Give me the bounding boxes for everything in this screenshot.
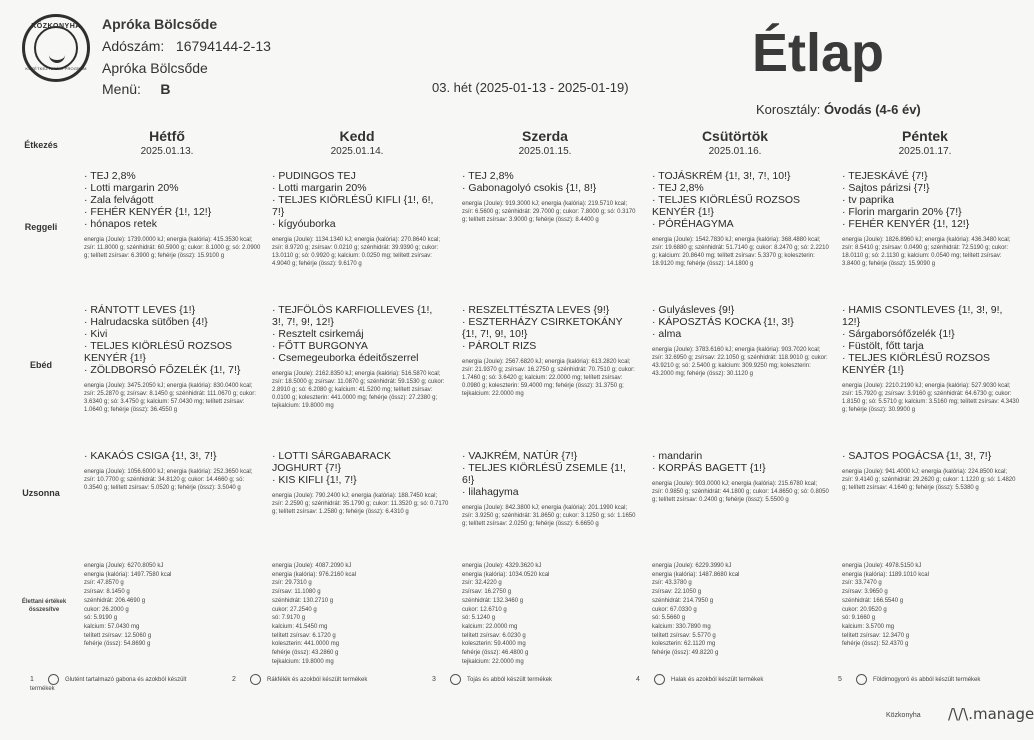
summary-line: szénhidrát: 130.2710 g [272, 597, 334, 604]
meal-item: · RESZELTTÉSZTA LEVES {9!} [462, 304, 610, 316]
allergen-legend-item [636, 674, 806, 685]
day-name-thu: Csütörtök [701, 128, 769, 144]
nutrition-info: energia (Joule): 2210.2190 kJ; energia (kalória): 527.9030 kcal; zsír: 15.7920 g; zsírsav: 3.9160 g; szénhidrát: 64.6730 g; cukor: 1.8150 g; só: 5.5710 g; kalcium: 3.5160 mg; telített zsírsav: 4.3430 g; fehérje (össz): 30.9900 g [842, 383, 1020, 413]
age-value: Óvodás (4-6 év) [823, 102, 921, 117]
summary-line: energia (kalória): 1034.0520 kcal [462, 571, 550, 578]
meal-item: · LOTTI SÁRGABARACK [272, 450, 392, 462]
menu-cell [462, 170, 640, 224]
meal-item: · Zala felvágott [84, 194, 154, 206]
nutrition-info: energia (Joule): 1056.6000 kJ; energia (kalória): 252.3650 kcal; zsír: 10.7700 g; szénhidrát: 34.8120 g; cukor: 14.4660 g; só: 0.3540 g; telített zsírsav: 5.0520 g; fehérje (össz): 3.5040 g [84, 469, 253, 491]
nutrition-info: energia (Joule): 903.0000 kJ; energia (kalória): 215.6780 kcal; zsír: 0.9850 g; szénhidrát: 44.1800 g; cukor: 14.8650 g; só: 0.8050 g; telített zsírsav: 0.2400 g; fehérje (össz): 5.5500 g [652, 481, 829, 503]
meal-item: · lilahagyma [462, 486, 519, 498]
summary-line: só: 5.5660 g [652, 615, 686, 622]
summary-line: só: 5.1240 g [462, 615, 496, 622]
meal-item: 12!} [842, 316, 861, 328]
nutrition-info: energia (Joule): 1134.1340 kJ; energia (kalória): 270.8640 kcal; zsír: 8.9720 g; zsírsav: 0.0210 g; szénhidrát: 39.9390 g; cukor: 13.0110 g; só: 0.9920 g; kalcium: 0.0250 mg; telített zsírsav: 4.9040 g; fehérje (össz): 9.6170 g [272, 237, 440, 267]
meal-item: · tv paprika [842, 194, 894, 206]
allergen-number: 5 [838, 676, 842, 684]
meal-col-label: Étkezés [24, 140, 58, 150]
allergen-text: Földimogyoró és abból készült termékek [873, 677, 981, 684]
meal-items [842, 304, 1020, 376]
tax-number: 16794144-2-13 [175, 38, 271, 54]
summary-line: zsír: 32.4220 g [462, 580, 502, 587]
meal-item: · RÁNTOTT LEVES {1!} [84, 304, 196, 316]
gluten-icon [48, 674, 59, 685]
meal-item: · TELJES KIÖRLÉSŰ ROZSOS [842, 352, 991, 364]
nutrition-info: energia (Joule): 842.3800 kJ; energia (kalória): 201.1990 kcal; zsír: 3.9250 g; szénhidrát: 31.8650 g; cukor: 3.1250 g; só: 1.1650 g; telített zsírsav: 2.0250 g; fehérje (össz): 6.6650 g [462, 505, 636, 527]
meal-item: · ZÖLDBORSÓ FŐZELÉK {1!, 7!} [84, 364, 241, 376]
meal-items [462, 450, 640, 498]
logo-ring [34, 26, 78, 70]
summary-line: fehérje (össz): 46.4800 g [462, 650, 529, 657]
summary-line: koleszterin: 441.0000 mg [272, 641, 340, 648]
crustacean-icon [250, 674, 261, 685]
meal-item: · TELJES KIÖRLÉSŰ ROZSOS [84, 340, 233, 352]
logo-subtext: KÖZÉTKEZTETÉSI PROGRAM [25, 66, 87, 71]
menu-cell [652, 170, 830, 268]
day-date-wed: 2025.01.15. [518, 146, 572, 157]
menu-cell [842, 170, 1020, 268]
summary-line: energia (Joule): 4978.5150 kJ [842, 563, 922, 569]
page-title: Étlap [752, 23, 885, 83]
allergen-text: Rákfélék és azokból készült termékek [267, 677, 368, 684]
allergen-legend-item [432, 674, 602, 685]
summary-line: szénhidrát: 214.7950 g [652, 597, 714, 604]
menu-cell [272, 450, 450, 516]
nutrition-info: energia (Joule): 1739.0000 kJ; energia (kalória): 415.3530 kcal; zsír: 11.8000 g; szénhidrát: 60.5900 g; cukor: 8.1000 g; só: 2.0900 g; telített zsírsav: 6.3900 g; fehérje (össz): 15.9100 g [84, 237, 261, 259]
summary-line: koleszterin: 59.4000 mg [462, 641, 526, 648]
tax-row [102, 38, 271, 54]
menu-cell [272, 304, 450, 410]
meal-item: · Kivi [84, 328, 108, 340]
meal-items [842, 170, 1020, 230]
summary-line: telített zsírsav: 6.0230 g [462, 632, 526, 639]
day-date-thu: 2025.01.16. [708, 146, 762, 157]
allergen-legend-item [30, 674, 200, 693]
summary-line: só: 5.9190 g [84, 615, 118, 622]
meal-item: {1!, 7!, 9!, 10!} [462, 328, 528, 340]
summary-line: zsírsav: 16.2750 g [462, 589, 512, 596]
nutrition-info: energia (Joule): 1542.7830 kJ; energia (kalória): 368.4880 kcal; zsír: 19.6880 g; szénhidrát: 51.7140 g; cukor: 8.2470 g; só: 2.2210 g; kalcium: 20.8640 mg; telített zsírsav: 5.3370 g; koleszterin: 18.9120 mg; fehérje (össz): 14.1800 g [652, 237, 829, 267]
menu-cell [272, 170, 450, 268]
summary-line: fehérje (össz): 52.4370 g [842, 641, 909, 648]
summary-line: telített zsírsav: 12.5060 g [84, 632, 152, 639]
meal-item: · TEJ 2,8% [84, 170, 136, 182]
summary-line: fehérje (össz): 49.8220 g [652, 650, 719, 657]
menu-cell [462, 450, 640, 528]
menu-cell [842, 304, 1020, 414]
meal-item: 7!} [272, 206, 285, 218]
meal-item: · FEHÉR KENYÉR {1!, 12!} [842, 218, 970, 230]
meal-item: · TEJESKÁVÉ {7!} [842, 170, 928, 182]
summary-line: zsírsav: 22.1050 g [652, 589, 702, 596]
meal-item: · mandarin [652, 450, 703, 462]
allergen-number: 1 [30, 676, 34, 684]
summary-line: tejkalcium: 19.8000 mg [272, 658, 334, 665]
allergen-number: 3 [432, 676, 436, 684]
footer-brand-manage: /\/\.manage [948, 705, 1034, 723]
day-date-tue: 2025.01.14. [330, 146, 384, 157]
summary-line: energia (Joule): 4329.3620 kJ [462, 563, 542, 569]
footer-brand-kozkonyha: Közkonyha [886, 712, 921, 719]
summary-line: energia (Joule): 6270.8050 kJ [84, 563, 164, 569]
summary-line: só: 7.9170 g [272, 615, 306, 622]
meal-item: · FŐTT BURGONYA [272, 340, 368, 352]
nutrition-info: energia (Joule): 1826.8960 kJ; energia (kalória): 436.3480 kcal; zsír: 8.5410 g; zsírsav: 0.0490 g; szénhidrát: 72.5190 g; cukor: 18.0110 g; só: 2.1130 g; kalcium: 0.0540 mg; telített zsírsav: 3.8400 g; fehérje (össz): 15.9090 g [842, 237, 1011, 267]
summary-line: szénhidrát: 132.3460 g [462, 597, 524, 604]
nutrition-info: energia (Joule): 3475.2050 kJ; energia (kalória): 830.0400 kcal; zsír: 25.2870 g; zsírsav: 8.1450 g; szénhidrát: 111.0670 g; cukor: 3.6340 g; só: 3.4750 g; kalcium: 57.0430 mg; telített zsírsav: 1.0640 g; fehérje (össz): 36.4550 g [84, 383, 256, 413]
nutrition-info: energia (Joule): 790.2400 kJ; energia (kalória): 188.7450 kcal; zsír: 2.2590 g; szénhidrát: 35.1790 g; cukor: 11.3520 g; só: 0.7170 g; telített zsírsav: 1.2580 g; fehérje (össz): 6.4310 g [272, 493, 449, 515]
meal-item: · KAKAÓS CSIGA {1!, 3!, 7!} [84, 450, 217, 462]
daily-summary [84, 562, 254, 649]
summary-line: energia (kalória): 1487.8680 kcal [652, 571, 740, 578]
daily-summary [842, 562, 1012, 649]
meal-item: KENYÉR {1!} [842, 364, 904, 376]
summary-line: zsír: 29.7310 g [272, 580, 312, 587]
day-date-mon: 2025.01.13. [140, 146, 194, 157]
summary-line: kalcium: 3.5700 mg [842, 623, 895, 630]
menu-cell [652, 304, 830, 378]
meal-item: · PÓRÉHAGYMA [652, 218, 734, 230]
fish-icon [654, 674, 665, 685]
meal-items [462, 304, 640, 352]
summary-line: cukor: 12.6710 g [462, 606, 507, 613]
summary-line: telített zsírsav: 12.3470 g [842, 632, 910, 639]
egg-icon [450, 674, 461, 685]
summary-line: szénhidrát: 166.5540 g [842, 597, 904, 604]
meal-items [272, 170, 450, 230]
summary-line: zsírsav: 11.1080 g [272, 589, 321, 596]
meal-item: · Resztelt csirkemáj [272, 328, 364, 340]
summary-line: zsírsav: 8.1450 g [84, 589, 130, 596]
peanut-icon [856, 674, 867, 685]
meal-item: · ESZTERHÁZY CSIRKETOKÁNY [462, 316, 623, 328]
institution-name-2: Apróka Bölcsőde [102, 60, 208, 76]
meal-item: · KÁPOSZTÁS KOCKA {1!, 3!} [652, 316, 794, 328]
summary-line: koleszterin: 62.1120 mg [652, 641, 716, 648]
menu-cell [842, 450, 1020, 492]
allergen-number: 4 [636, 676, 640, 684]
meal-items [84, 450, 262, 462]
summary-line: energia (Joule): 4087.2090 kJ [272, 563, 352, 569]
nutrition-info: energia (Joule): 3783.6160 kJ; energia (kalória): 903.7020 kcal; zsír: 32.6950 g; zsírsav: 22.1050 g; szénhidrát: 118.9010 g; cukor: 43.9210 g; só: 2.5400 g; kalcium: 309.9250 mg; koleszterin: 43.2000 mg; fehérje (össz): 30.1120 g [652, 347, 828, 377]
menu-cell [84, 304, 262, 414]
meal-items [84, 304, 262, 376]
meal-items [652, 170, 830, 230]
menu-cell [652, 450, 830, 504]
summary-line: kalcium: 22.0000 mg [462, 623, 518, 630]
menu-label: Menü: [102, 81, 141, 97]
summary-line: cukor: 26.2000 g [84, 606, 129, 613]
summary-line: zsír: 47.8570 g [84, 580, 124, 587]
bowl-icon [49, 52, 65, 63]
daily-summary [652, 562, 822, 658]
menu-cell [84, 450, 262, 492]
summary-line: cukor: 27.2540 g [272, 606, 317, 613]
summary-line: kalcium: 57.0430 mg [84, 623, 140, 630]
meal-item: · TEJ 2,8% [652, 182, 704, 194]
meal-item: · hónapos retek [84, 218, 157, 230]
age-group [756, 102, 921, 117]
meal-items [272, 304, 450, 364]
day-name-tue: Kedd [339, 128, 375, 144]
summary-line: tejkalcium: 22.0000 mg [462, 658, 524, 665]
meal-item: · VAJKRÉM, NATÚR {7!} [462, 450, 578, 462]
meal-item: · FEHÉR KENYÉR {1!, 12!} [84, 206, 212, 218]
meal-item: · Lotti margarin 20% [272, 182, 367, 194]
meal-item: · TELJES KIÖRLÉSŰ ZSEMLE {1!, [462, 462, 626, 474]
meal-item: · TELJES KIÖRLÉSŰ KIFLI {1!, 6!, [272, 194, 434, 206]
summary-line: fehérje (össz): 54.8690 g [84, 641, 151, 648]
day-name-fri: Péntek [902, 128, 948, 144]
meal-item: · TEJ 2,8% [462, 170, 514, 182]
meal-item: · alma [652, 328, 682, 340]
meal-item: · Florin margarin 20% {7!} [842, 206, 962, 218]
summary-line: energia (Joule): 6229.3990 kJ [652, 563, 732, 569]
meal-items [652, 450, 830, 474]
week-range: 03. hét (2025-01-13 - 2025-01-19) [432, 80, 629, 95]
age-label: Korosztály: [756, 102, 821, 117]
meal-item: JOGHURT {7!} [272, 462, 342, 474]
meal-items [272, 450, 450, 486]
meal-item: · Sárgaborsófőzelék {1!} [842, 328, 955, 340]
meal-item: · kígyóuborka [272, 218, 336, 230]
meal-items [842, 450, 1020, 462]
meal-label-breakfast: Reggeli [24, 222, 58, 232]
meal-item: · Csemegeuborka édeitőszerrel [272, 352, 419, 364]
allergen-legend-item [232, 674, 402, 685]
summary-line: kalcium: 330.7890 mg [652, 623, 711, 630]
menu-cell [84, 170, 262, 260]
summary-line: só: 9.1660 g [842, 615, 876, 622]
summary-line: zsírsav: 3.9650 g [842, 589, 888, 596]
allergen-legend-item [838, 674, 1018, 685]
meal-item: 3!, 7!, 9!, 12!} [272, 316, 334, 328]
menu-row [102, 81, 171, 97]
meal-items [84, 170, 262, 230]
allergen-text: Glutént tartalmazó gabona és azokból készült termékek [30, 677, 187, 692]
summary-line: telített zsírsav: 6.1720 g [272, 632, 336, 639]
meal-label-snack: Uzsonna [22, 488, 60, 498]
allergen-text: Halak és azokból készült termékek [671, 677, 764, 684]
meal-item: · Lotti margarin 20% [84, 182, 179, 194]
meal-item: · Füstölt, főtt tarja [842, 340, 924, 352]
institution-name: Apróka Bölcsőde [102, 16, 218, 32]
summary-line: zsír: 33.7470 g [842, 580, 882, 587]
meal-items [652, 304, 830, 340]
day-name-mon: Hétfő [149, 128, 185, 144]
summary-line: kalcium: 41.5450 mg [272, 623, 328, 630]
meal-item: 6!} [462, 474, 475, 486]
meal-item: · KIS KIFLI {1!, 7!} [272, 474, 357, 486]
meal-item: · HAMIS CSONTLEVES {1!, 3!, 9!, [842, 304, 1003, 316]
daily-summary [272, 562, 442, 666]
allergen-text: Tojás és abból készült termékek [467, 677, 553, 684]
summary-line: telített zsírsav: 5.5770 g [652, 632, 716, 639]
meal-item: · TOJÁSKRÉM {1!, 3!, 7!, 10!} [652, 170, 791, 182]
meal-item: · Halrudacska sütőben {4!} [84, 316, 208, 328]
meal-item: KENYÉR {1!} [652, 206, 714, 218]
evaluation-label: Élettani értékek összesítve [21, 599, 67, 613]
meal-item: · Gulyásleves {9!} [652, 304, 735, 316]
meal-items [462, 170, 640, 194]
meal-label-lunch: Ebéd [29, 360, 52, 370]
nutrition-info: energia (Joule): 2567.6820 kJ; energia (kalória): 613.2820 kcal; zsír: 21.9370 g; zsírsav: 16.2750 g; szénhidrát: 70.7510 g; cukor: 1.7460 g; só: 3.6420 g; kalcium: 22.0000 mg; telített zsírsav: 0.0980 g; koleszterin: 59.4000 mg; fehérje (össz): 31.3750 g; tejkalcium: 22.0000 mg [462, 359, 635, 397]
summary-line: cukor: 67.0330 g [652, 606, 697, 613]
kozkonyha-logo [22, 14, 90, 82]
meal-item: · Sajtos párizsi {7!} [842, 182, 930, 194]
nutrition-info: energia (Joule): 919.3000 kJ; energia (kalória): 219.5710 kcal; zsír: 6.5600 g; szénhidrát: 29.7000 g; cukor: 7.8000 g; só: 0.3170 g; telített zsírsav: 3.9000 g; fehérje (össz): 8.4400 g [462, 201, 636, 223]
menu-cell [462, 304, 640, 398]
day-name-wed: Szerda [522, 128, 568, 144]
summary-line: energia (kalória): 1497.7580 kcal [84, 571, 172, 578]
menu-value: B [160, 81, 171, 97]
tax-label: Adószám: [102, 38, 165, 54]
daily-summary [462, 562, 632, 666]
day-date-fri: 2025.01.17. [898, 146, 952, 157]
nutrition-info: energia (Joule): 941.4000 kJ; energia (kalória): 224.8500 kcal; zsír: 9.4140 g; szénhidrát: 29.2620 g; cukor: 1.1220 g; só: 1.4820 g; telített zsírsav: 4.1640 g; fehérje (össz): 5.5380 g [842, 469, 1016, 491]
meal-item: · TELJES KIÖRLÉSŰ ROZSOS [652, 194, 801, 206]
meal-item: · KORPÁS BAGETT {1!} [652, 462, 766, 474]
summary-line: energia (kalória): 1189.1010 kcal [842, 571, 929, 578]
meal-item: · SAJTOS POGÁCSA {1!, 3!, 7!} [842, 450, 992, 462]
logo-text: KÖZKONYHA [31, 23, 81, 30]
summary-line: szénhidrát: 206.4690 g [84, 597, 146, 604]
meal-item: · PUDINGOS TEJ [272, 170, 356, 182]
meal-item: · TEJFÖLÖS KARFIOLLEVES {1!, [272, 304, 433, 316]
summary-line: fehérje (össz): 43.2860 g [272, 650, 339, 657]
meal-item: · Gabonagolyó csokis {1!, 8!} [462, 182, 597, 194]
allergen-number: 2 [232, 676, 236, 684]
summary-line: energia (kalória): 976.2160 kcal [272, 571, 357, 578]
nutrition-info: energia (Joule): 2162.8350 kJ; energia (kalória): 516.5870 kcal; zsír: 18.5000 g; zsírsav: 11.0870 g; szénhidrát: 59.1530 g; cukor: 2.8910 g; só: 6.2080 g; kalcium: 41.5200 mg; telített zsírsav: 0.0100 g; koleszterin: 441.0000 mg; fehérje (össz): 27.2380 g; tejkalcium: 19.8000 mg [272, 371, 445, 409]
meal-item: KENYÉR {1!} [84, 352, 146, 364]
meal-item: · PÁROLT RIZS [462, 340, 537, 352]
summary-line: zsír: 43.3780 g [652, 580, 692, 587]
summary-line: cukor: 20.9520 g [842, 606, 887, 613]
